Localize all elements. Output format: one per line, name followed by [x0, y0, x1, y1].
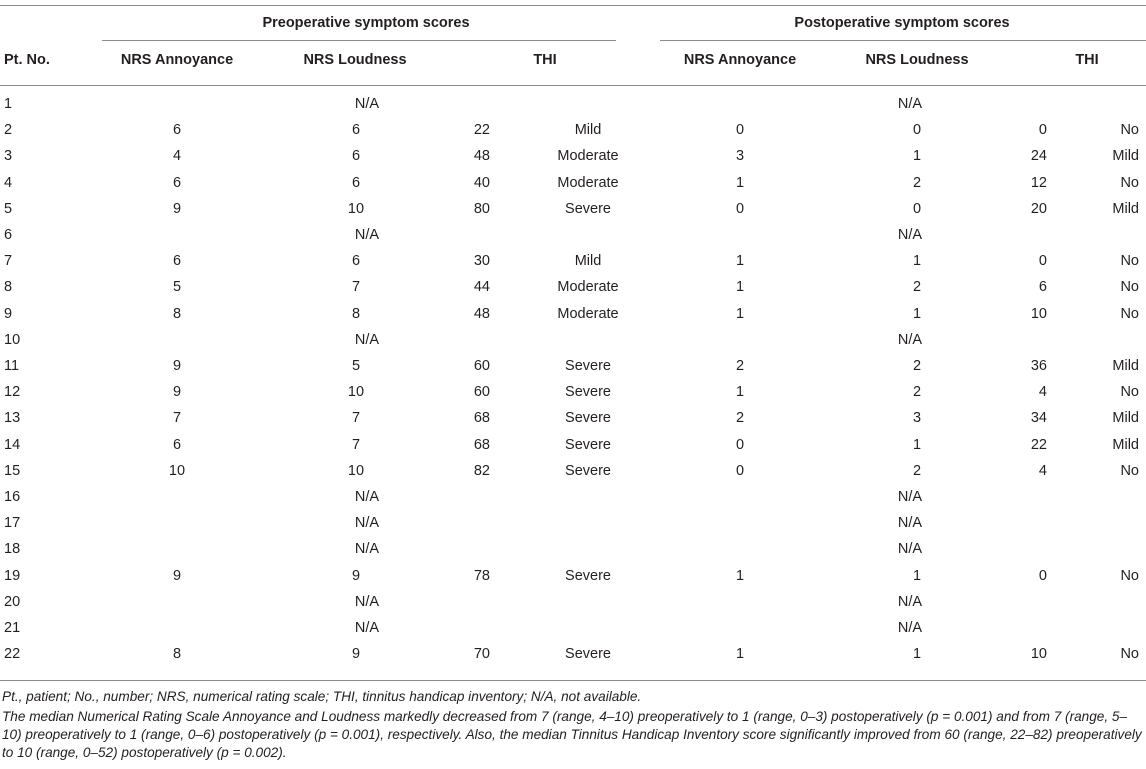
col-header-post-thi: THI	[1075, 52, 1099, 68]
pre-loudness-cell: 10	[347, 462, 365, 479]
pre-loudness-cell: 9	[351, 646, 361, 663]
pre-annoyance-cell: 10	[168, 462, 186, 479]
pre-loudness-cell: 5	[351, 358, 361, 374]
post-thi-grade-cell: Mild	[1112, 200, 1139, 217]
pre-thi-score-cell: 60	[473, 358, 490, 374]
footnote-summary: The median Numerical Rating Scale Annoyance and Loudness markedly decreased from 7 (range, 4–10) preoperatively to 1 (range, 0–3) postoperatively (p = 0.001) and from 7 (range, 5–10) preoperatively to 1 (range, 0–6) postoperatively (p = 0.001), respectively. Also, the median Tinnitus Handicap Inventory score significantly improved from 60 (range, 22–82) preoperatively to 10 (range, 0–52) postoperatively (p = 0.002).	[2, 709, 1142, 760]
pt-number-cell: 18	[4, 541, 21, 558]
post-loudness-cell: 1	[912, 148, 922, 165]
pre-loudness-cell: 10	[347, 200, 365, 217]
post-loudness-cell: 2	[912, 384, 922, 401]
post-loudness-cell: 0	[912, 200, 922, 217]
pt-number-cell: 8	[4, 279, 13, 296]
post-annoyance-cell: 0	[735, 200, 745, 217]
pt-number-cell: 22	[4, 646, 21, 663]
pre-thi-score-cell: 60	[473, 384, 490, 401]
pre-thi-grade-cell: Severe	[565, 358, 611, 374]
post-annoyance-cell: 2	[735, 358, 745, 374]
post-thi-score-cell: 12	[1030, 174, 1047, 191]
post-group-underline	[660, 40, 1146, 41]
pre-thi-grade-cell: Severe	[565, 462, 611, 479]
post-loudness-cell: 0	[912, 122, 922, 139]
post-thi-score-cell: 6	[1038, 279, 1047, 296]
post-annoyance-cell: 1	[735, 567, 745, 584]
post-thi-grade-cell: No	[1120, 305, 1139, 322]
pre-loudness-cell: 10	[347, 384, 365, 401]
pre-annoyance-cell: 8	[172, 646, 182, 663]
pre-thi-grade-cell: Severe	[565, 436, 611, 453]
post-annoyance-cell: 1	[735, 305, 745, 322]
pt-number-cell: 4	[4, 174, 13, 191]
pt-number-cell: 3	[4, 148, 13, 165]
pre-thi-grade-cell: Severe	[565, 567, 611, 584]
pre-thi-score-cell: 80	[473, 200, 490, 217]
pre-annoyance-cell: 6	[172, 122, 182, 139]
pre-annoyance-cell: 7	[172, 410, 182, 427]
pt-number-cell: 10	[4, 331, 21, 348]
post-na-cell: N/A	[897, 331, 923, 348]
post-thi-score-cell: 10	[1030, 305, 1047, 322]
post-na-cell: N/A	[897, 227, 923, 243]
pre-thi-score-cell: 48	[473, 305, 490, 322]
pre-loudness-cell: 7	[351, 436, 361, 453]
pre-thi-grade-cell: Mild	[574, 122, 602, 139]
pt-number-cell: 17	[4, 515, 21, 532]
table-bottom-rule	[0, 680, 1146, 681]
pre-loudness-cell: 6	[351, 253, 361, 270]
post-na-cell: N/A	[897, 593, 923, 610]
pre-thi-score-cell: 44	[473, 279, 490, 296]
pre-annoyance-cell: 6	[172, 253, 182, 270]
post-annoyance-cell: 3	[735, 148, 745, 165]
post-loudness-cell: 3	[912, 410, 922, 427]
pre-thi-score-cell: 22	[473, 122, 490, 139]
post-thi-score-cell: 4	[1038, 462, 1047, 479]
pre-thi-grade-cell: Moderate	[557, 148, 619, 165]
pt-number-cell: 6	[4, 227, 13, 243]
post-annoyance-cell: 1	[735, 384, 745, 401]
post-loudness-cell: 2	[912, 358, 922, 374]
pt-number-cell: 16	[4, 489, 21, 505]
post-thi-score-cell: 20	[1030, 200, 1047, 217]
post-loudness-cell: 2	[912, 462, 922, 479]
pre-annoyance-cell: 6	[172, 436, 182, 453]
pre-na-cell: N/A	[354, 541, 380, 558]
post-thi-grade-cell: Mild	[1112, 358, 1139, 374]
pre-thi-grade-cell: Severe	[565, 384, 611, 401]
post-thi-score-cell: 10	[1030, 646, 1047, 663]
pre-group-header: Preoperative symptom scores	[262, 15, 470, 31]
post-thi-grade-cell: No	[1120, 174, 1139, 191]
post-thi-score-cell: 4	[1038, 384, 1047, 401]
pre-annoyance-cell: 5	[172, 279, 182, 296]
pre-loudness-cell: 6	[351, 148, 361, 165]
post-na-cell: N/A	[897, 96, 923, 112]
post-na-cell: N/A	[897, 515, 923, 532]
post-thi-score-cell: 0	[1038, 567, 1047, 584]
pt-number-cell: 9	[4, 305, 13, 322]
col-header-post-annoyance: NRS Annoyance	[683, 52, 797, 68]
post-thi-score-cell: 24	[1030, 148, 1047, 165]
pre-annoyance-cell: 9	[172, 567, 182, 584]
pre-thi-grade-cell: Mild	[574, 253, 602, 270]
pre-na-cell: N/A	[354, 96, 380, 112]
pt-number-cell: 2	[4, 122, 13, 139]
post-annoyance-cell: 0	[735, 462, 745, 479]
pre-thi-score-cell: 82	[473, 462, 490, 479]
post-loudness-cell: 2	[912, 174, 922, 191]
pre-annoyance-cell: 8	[172, 305, 182, 322]
pt-number-cell: 15	[4, 462, 21, 479]
pre-thi-score-cell: 30	[473, 253, 490, 270]
post-thi-score-cell: 34	[1030, 410, 1047, 427]
pt-number-cell: 1	[4, 96, 13, 112]
col-header-pre-thi: THI	[533, 52, 557, 68]
post-group-header: Postoperative symptom scores	[794, 15, 1010, 31]
pre-thi-grade-cell: Severe	[565, 200, 611, 217]
pre-thi-grade-cell: Severe	[565, 646, 611, 663]
post-loudness-cell: 1	[912, 567, 922, 584]
pre-na-cell: N/A	[354, 593, 380, 610]
pt-number-cell: 20	[4, 593, 21, 610]
post-thi-grade-cell: No	[1120, 122, 1139, 139]
pt-number-cell: 11	[4, 358, 20, 374]
post-thi-grade-cell: No	[1120, 384, 1139, 401]
post-annoyance-cell: 1	[735, 174, 745, 191]
header-bottom-rule	[0, 85, 1146, 86]
col-header-post-loudness: NRS Loudness	[865, 52, 969, 68]
post-na-cell: N/A	[897, 620, 923, 636]
post-loudness-cell: 1	[912, 436, 922, 453]
pre-na-cell: N/A	[354, 489, 380, 505]
pre-na-cell: N/A	[354, 331, 380, 348]
post-loudness-cell: 2	[912, 279, 922, 296]
post-na-cell: N/A	[897, 541, 923, 558]
post-annoyance-cell: 0	[735, 122, 745, 139]
post-annoyance-cell: 1	[735, 253, 745, 270]
post-thi-score-cell: 0	[1038, 253, 1047, 270]
pre-annoyance-cell: 9	[172, 384, 182, 401]
post-loudness-cell: 1	[912, 305, 922, 322]
pt-number-cell: 5	[4, 200, 13, 217]
post-thi-grade-cell: No	[1120, 646, 1139, 663]
pre-loudness-cell: 7	[351, 410, 361, 427]
post-thi-grade-cell: No	[1120, 253, 1139, 270]
pt-number-cell: 13	[4, 410, 21, 427]
pre-na-cell: N/A	[354, 620, 380, 636]
pt-number-cell: 7	[4, 253, 13, 270]
pre-loudness-cell: 6	[351, 174, 361, 191]
pre-annoyance-cell: 9	[172, 200, 182, 217]
pre-group-underline	[102, 40, 616, 41]
pre-thi-score-cell: 78	[473, 567, 490, 584]
pre-thi-grade-cell: Severe	[565, 410, 611, 427]
pt-number-cell: 14	[4, 436, 21, 453]
pre-thi-score-cell: 48	[473, 148, 490, 165]
post-thi-score-cell: 36	[1030, 358, 1047, 374]
pre-thi-score-cell: 70	[473, 646, 490, 663]
table-top-rule	[0, 5, 1146, 6]
post-na-cell: N/A	[897, 489, 923, 505]
pre-thi-grade-cell: Moderate	[557, 174, 619, 191]
col-header-pre-annoyance: NRS Annoyance	[120, 52, 234, 68]
pre-annoyance-cell: 4	[172, 148, 182, 165]
pt-number-cell: 12	[4, 384, 21, 401]
post-thi-grade-cell: No	[1120, 279, 1139, 296]
post-thi-grade-cell: Mild	[1112, 436, 1139, 453]
pre-thi-score-cell: 68	[473, 436, 490, 453]
post-annoyance-cell: 1	[735, 646, 745, 663]
pt-number-cell: 21	[4, 620, 21, 636]
post-thi-grade-cell: No	[1120, 567, 1139, 584]
pre-thi-grade-cell: Moderate	[557, 305, 619, 322]
footnote-abbreviations: Pt., patient; No., number; NRS, numerical rating scale; THI, tinnitus handicap inventory; N/A, not available.	[2, 689, 642, 704]
pre-thi-grade-cell: Moderate	[557, 279, 619, 296]
pre-annoyance-cell: 9	[172, 358, 182, 374]
pre-loudness-cell: 8	[351, 305, 361, 322]
post-thi-grade-cell: No	[1120, 462, 1139, 479]
pre-na-cell: N/A	[354, 515, 380, 532]
post-thi-grade-cell: Mild	[1112, 410, 1139, 427]
post-thi-grade-cell: Mild	[1112, 148, 1139, 165]
post-thi-score-cell: 22	[1030, 436, 1047, 453]
post-loudness-cell: 1	[912, 646, 922, 663]
col-header-pre-loudness: NRS Loudness	[303, 52, 407, 68]
post-thi-score-cell: 0	[1038, 122, 1047, 139]
pre-thi-score-cell: 68	[473, 410, 490, 427]
pre-loudness-cell: 6	[351, 122, 361, 139]
post-annoyance-cell: 1	[735, 279, 745, 296]
col-header-pt: Pt. No.	[4, 52, 50, 68]
post-annoyance-cell: 2	[735, 410, 745, 427]
pre-thi-score-cell: 40	[473, 174, 490, 191]
pre-loudness-cell: 7	[351, 279, 361, 296]
pre-na-cell: N/A	[354, 227, 380, 243]
pre-annoyance-cell: 6	[172, 174, 182, 191]
pt-number-cell: 19	[4, 567, 21, 584]
pre-loudness-cell: 9	[351, 567, 361, 584]
post-annoyance-cell: 0	[735, 436, 745, 453]
post-loudness-cell: 1	[912, 253, 922, 270]
